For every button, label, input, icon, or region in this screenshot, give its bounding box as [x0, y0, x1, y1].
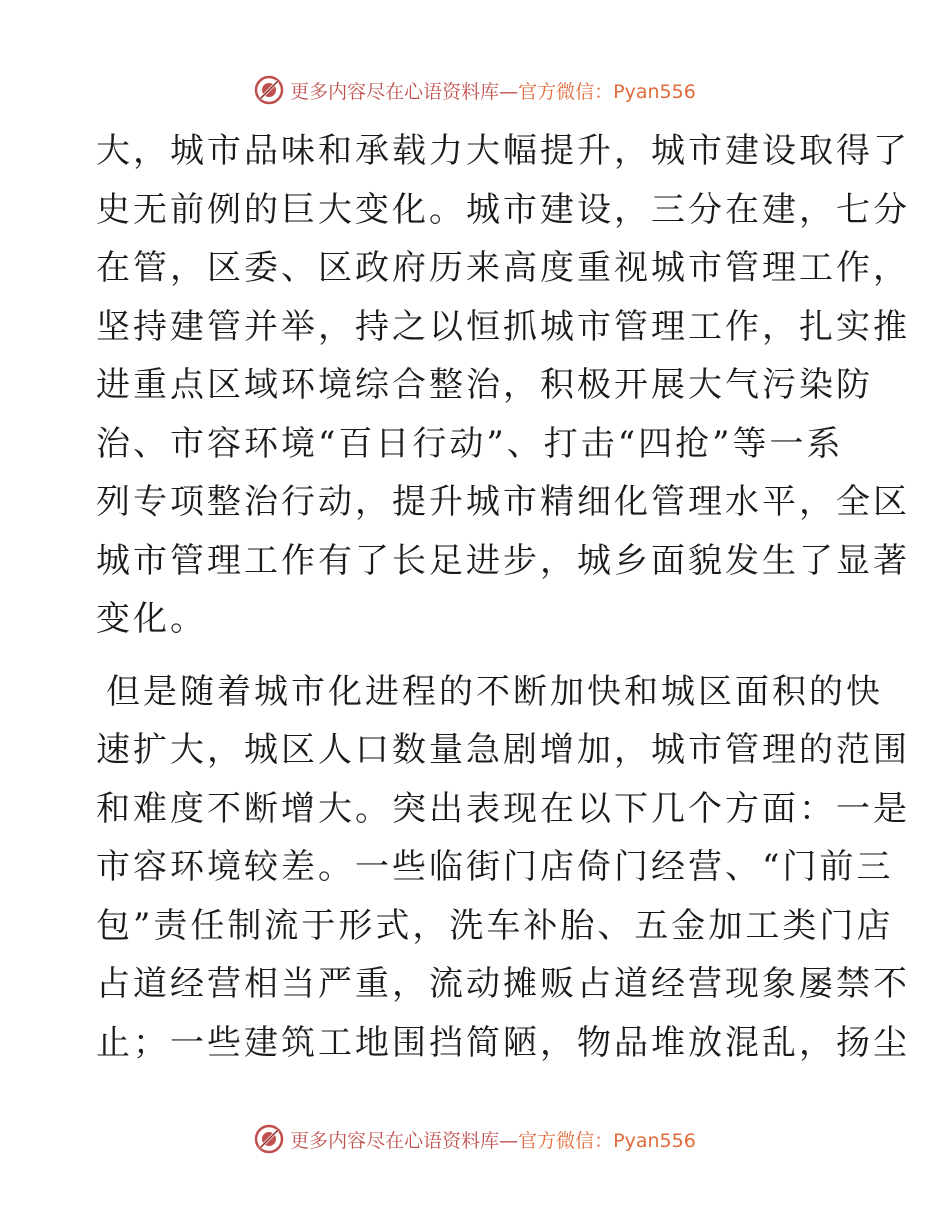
paragraph-2: [96, 663, 910, 1073]
text-line: 大，城市品味和承载力大幅提升，城市建设取得了: [96, 131, 910, 171]
banner-separator: —: [499, 80, 519, 103]
text-line: 占道经营相当严重，流动摊贩占道经营现象屡禁不: [96, 964, 910, 1004]
logo-icon: [254, 1124, 284, 1154]
banner-separator: —: [499, 1129, 519, 1152]
banner-wechat-text: 官方微信：Pyan556: [518, 80, 696, 103]
text-line: 在管，区委、区政府历来高度重视城市管理工作，: [96, 248, 910, 288]
text-line: 史无前例的巨大变化。城市建设，三分在建，七分: [96, 189, 910, 230]
text-line: 列专项整治行动，提升城市精细化管理水平，全区: [96, 482, 910, 522]
text-line: 城市管理工作有了长足进步，城乡面貌发生了显著: [96, 540, 910, 581]
text-line: 和难度不断增大。突出表现在以下几个方面：一是: [96, 788, 910, 829]
banner-text: [290, 77, 696, 104]
banner-wechat-text: 官方微信：Pyan556: [518, 1129, 696, 1152]
text-line: 市容环境较差。一些临街门店倚门经营、“门前三: [96, 847, 894, 887]
banner-main-text: 更多内容尽在心语资料库: [290, 80, 500, 103]
text-line: 但是随着城市化进程的不断加快和城区面积的快: [106, 671, 883, 712]
paragraph-1: [96, 122, 910, 649]
banner-main-text: 更多内容尽在心语资料库: [290, 1129, 500, 1152]
text-line: 进重点区域环境综合整治，积极开展大气污染防: [96, 365, 873, 405]
text-line: 包”责任制流于形式，洗车补胎、五金加工类门店: [96, 905, 894, 946]
text-line: 坚持建管并举，持之以恒抓城市管理工作，扎实推: [96, 306, 910, 347]
text-line: 止；一些建筑工地围挡简陋，物品堆放混乱，扬尘: [96, 1022, 910, 1063]
header-banner: [0, 70, 950, 110]
text-line: 速扩大，城区人口数量急剧增加，城市管理的范围: [96, 730, 910, 770]
banner-text: [290, 1126, 696, 1153]
text-line: 变化。: [96, 599, 207, 639]
document-body: [96, 122, 910, 1072]
text-line: 治、市容环境“百日行动”、打击“四抢”等一系: [96, 423, 844, 464]
footer-banner: [0, 1119, 950, 1159]
paragraph-gap: [96, 649, 856, 663]
logo-icon: [254, 75, 284, 105]
